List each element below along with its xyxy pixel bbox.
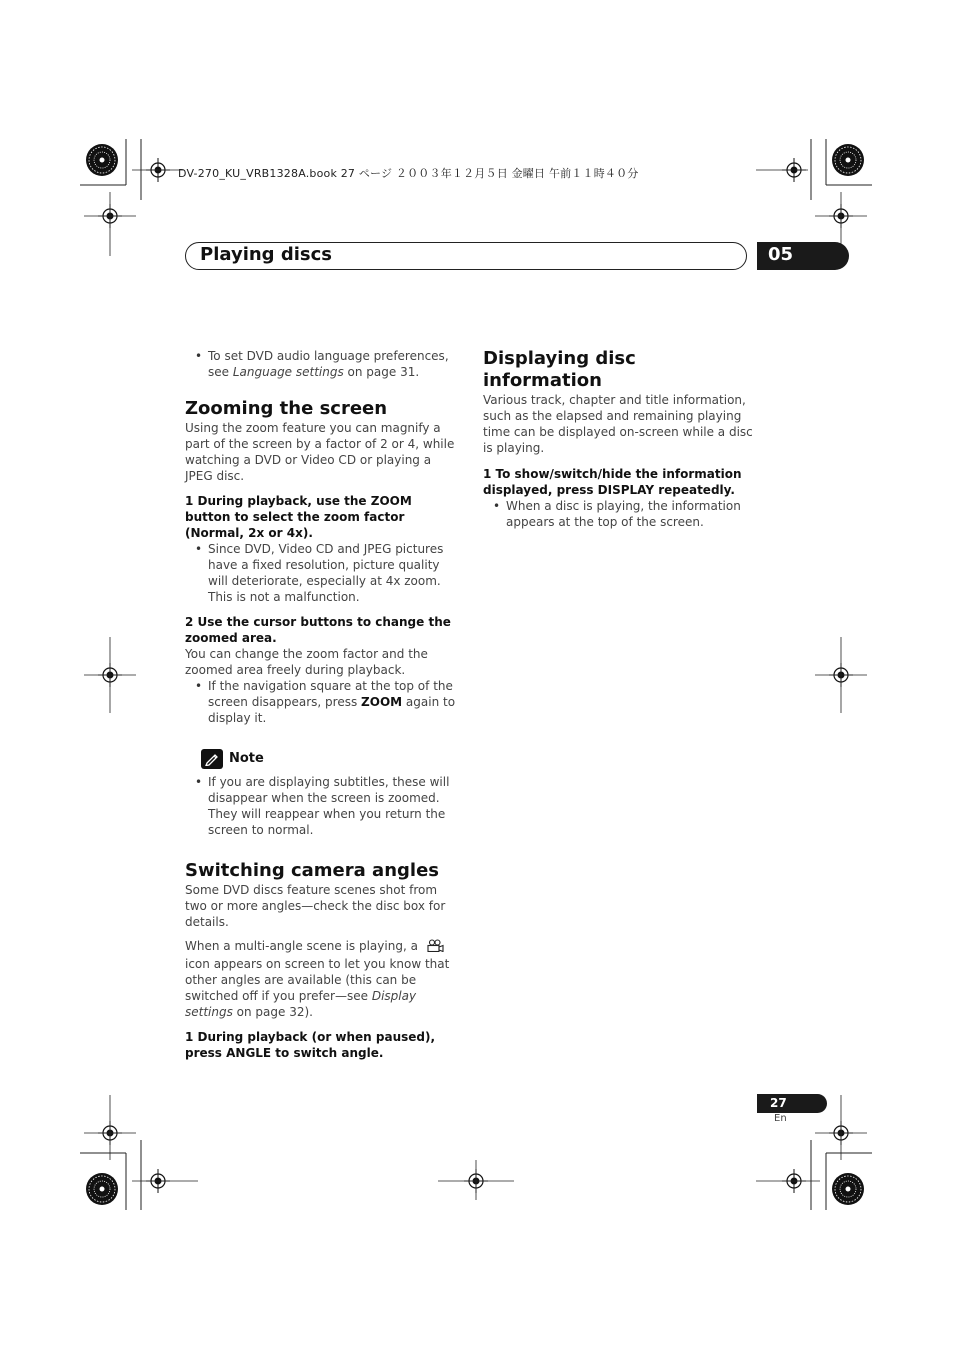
angles-step-1: 1 During playback (or when paused), press ANGLE to switch angle. [185,1030,436,1060]
zoom-step-2: 2 Use the cursor buttons to change the zoomed area. [185,615,451,645]
note-label: Note [229,751,264,766]
zoom-step-1: 1 During playback, use the ZOOM button to select the zoom factor (Normal, 2x or 4x). [185,494,412,540]
note-header [201,749,461,769]
zoom-body: Using the zoom feature you can magnify a part of the screen by a factor of 2 or 4, while watching a DVD or Video CD or playing a JPEG disc. [185,421,455,483]
disc-info-step-1: 1 To show/switch/hide the information displayed, press DISPLAY repeatedly. [483,467,742,497]
angles-heading: Switching camera angles [185,860,439,881]
page-language: En [774,1113,787,1124]
disc-info-heading: Displaying disc information [483,348,636,391]
zoom-key-label: ZOOM [361,695,403,709]
registration-mark-icon [832,144,864,176]
page-number: 27 [770,1096,787,1110]
zoom-step-2-body: You can change the zoom factor and the zoomed area freely during playback. [185,647,428,677]
chapter-number: 05 [768,244,794,265]
camera-icon [426,939,444,956]
registration-mark-icon [86,144,118,176]
list-item: • Since DVD, Video CD and JPEG pictures have a fixed resolution, picture quality will deteriorate, especially at 4x zoom. This is not a malfunction. [185,541,461,605]
list-item: • When a disc is playing, the information appears at the top of the screen. [483,498,757,530]
left-column [185,348,461,1061]
disc-info-body: Various track, chapter and title information, such as the elapsed and remaining playing time can be displayed on-screen while a disc is playing. [483,393,753,455]
list-item: • To set DVD audio language preferences, see Language settings on page 31. [185,348,461,380]
section-title: Playing discs [200,244,332,265]
registration-mark-icon [86,1173,118,1205]
pencil-icon [201,749,223,769]
list-item: • If you are displaying subtitles, these will disappear when the screen is zoomed. They will reappear when you return the screen to normal. [185,774,461,838]
angles-body-2: When a multi-angle scene is playing, a icon appears on screen to let you know that other angles are available (this can be switched off if you prefer—see Display settings on page 32). [185,939,450,1019]
cross-reference: Language settings [232,365,344,379]
page-number-tab [757,1094,827,1113]
zoom-heading: Zooming the screen [185,398,388,419]
angles-body-1: Some DVD discs feature scenes shot from two or more angles—check the disc box for details. [185,883,446,929]
right-column [483,348,757,530]
registration-mark-icon [832,1173,864,1205]
cross-reference: Display settings [185,989,417,1019]
file-header: DV-270_KU_VRB1328A.book 27 ページ ２００３年１２月５日 金曜日 午前１１時４０分 [178,167,639,180]
list-item: • If the navigation square at the top of the screen disappears, press ZOOM again to display it. [185,678,461,726]
